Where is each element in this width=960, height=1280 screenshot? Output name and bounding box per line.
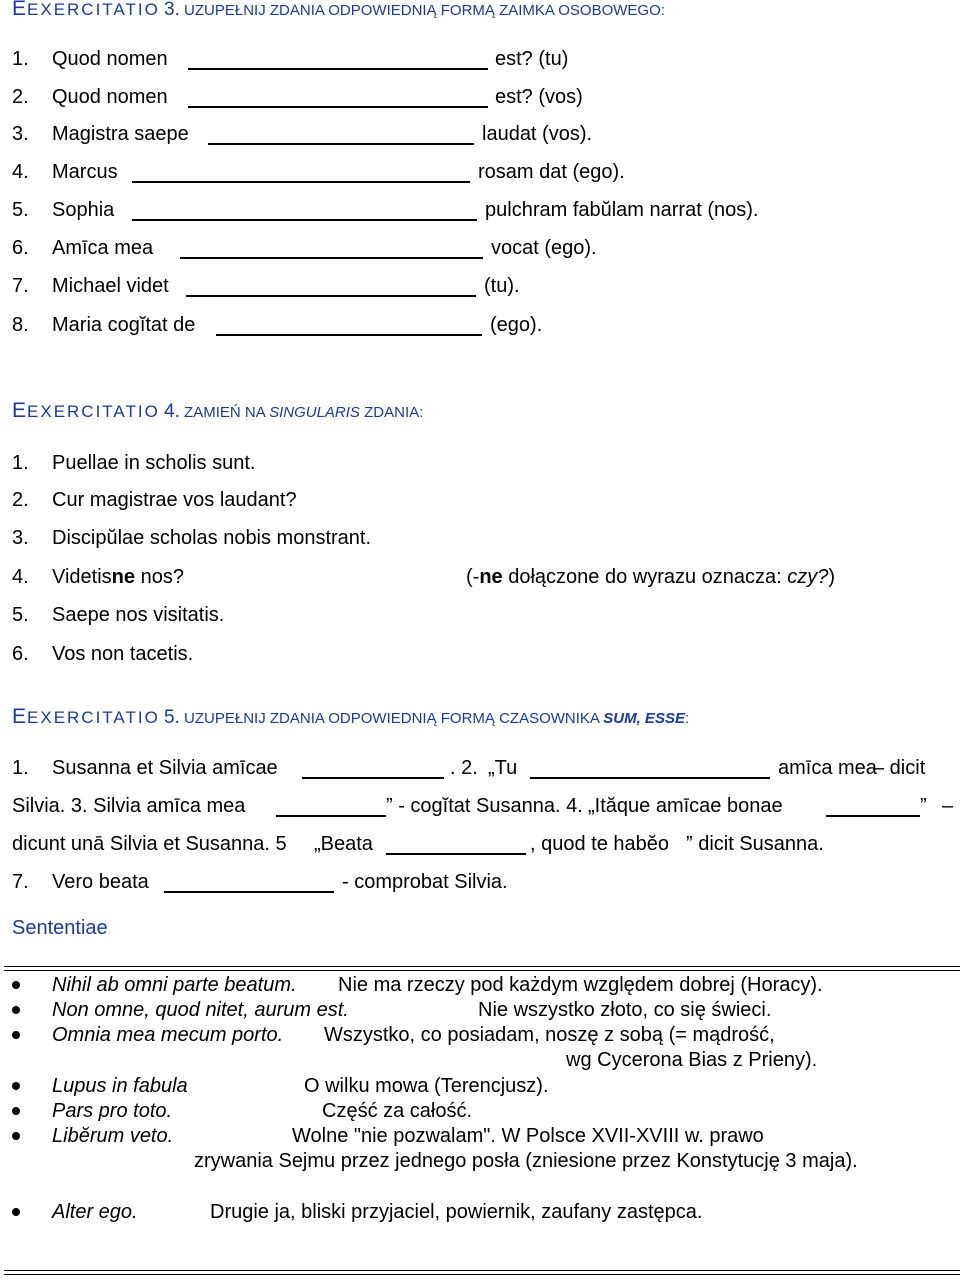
item-number: 5. <box>12 199 29 221</box>
item-text-end: (tu). <box>484 275 520 297</box>
exercise-title-emphasis: SUM, ESSE <box>603 710 685 727</box>
exercise-label: EEXERCITATIO <box>12 399 160 422</box>
ex3-item-7 <box>0 273 960 299</box>
item-text-start: Michael videt <box>52 275 169 297</box>
ex3-item-2 <box>0 84 960 110</box>
latin-phrase: Lupus in fabula <box>52 1075 188 1097</box>
exercise-number: 5. <box>164 707 180 728</box>
item-number: 7. <box>12 275 29 297</box>
item-text-start: Maria cogĭtat de <box>52 314 196 336</box>
answer-blank[interactable] <box>276 793 386 817</box>
answer-blank[interactable] <box>180 235 483 259</box>
item-text: Saepe nos visitatis. <box>52 604 225 626</box>
exercise-label: EEXERCITATIO <box>12 0 160 20</box>
line-text: , quod te habĕo <box>530 833 670 855</box>
answer-blank[interactable] <box>530 755 770 779</box>
bullet-icon <box>12 1107 20 1115</box>
bullet-icon <box>12 1031 20 1039</box>
line-text: Susanna et Silvia amīcae <box>52 757 278 779</box>
latin-phrase: Alter ego. <box>52 1201 138 1223</box>
bullet-icon <box>12 1132 20 1140</box>
line-text: ” dicit Susanna. <box>686 833 824 855</box>
ex3-item-4 <box>0 159 960 185</box>
note-part: dołączone do wyrazu oznacza: <box>502 566 788 588</box>
answer-blank[interactable] <box>186 273 476 297</box>
line-text: „Ităque amīcae bonae <box>588 795 783 817</box>
exercise-title: UZUPEŁNIJ ZDANIA ODPOWIEDNIĄ FORMĄ ZAIMKA OSOBOWEGO: <box>184 2 665 19</box>
line-text: . 2. <box>450 757 478 779</box>
sententiae-heading: Sententiae <box>12 917 108 939</box>
exercise-title-part: ZDANIA: <box>364 404 424 421</box>
exercise-title-part: : <box>684 710 690 727</box>
polish-translation: Wolne "nie pozwalam". W Polsce XVII-XVIII w. prawo <box>292 1125 764 1147</box>
ex3-item-3 <box>0 121 960 147</box>
item-number: 3. <box>12 527 29 549</box>
answer-blank[interactable] <box>132 159 470 183</box>
answer-blank[interactable] <box>386 831 526 855</box>
ex5-line-2 <box>0 793 960 819</box>
latin-phrase: Libĕrum veto. <box>52 1125 174 1147</box>
line-text: dicunt unā Silvia et Susanna. 5 <box>12 833 287 855</box>
exercise-5-heading <box>12 705 689 731</box>
polish-translation: Wszystko, co posiadam, noszę z sobą (= mądrość, <box>324 1024 775 1046</box>
item-text-start: Marcus <box>52 161 118 183</box>
item-text-end: vocat (ego). <box>491 237 597 259</box>
note-suffix: ne <box>479 566 503 588</box>
item-text-end: laudat (vos). <box>482 123 593 145</box>
ex3-item-6 <box>0 235 960 261</box>
bullet-icon <box>12 981 20 989</box>
item-text: Discipŭlae scholas nobis monstrant. <box>52 527 372 549</box>
ex3-item-5 <box>0 197 960 223</box>
item-number: 2. <box>12 86 29 108</box>
item-number: 2. <box>12 489 29 511</box>
item-text-part: nos? <box>135 566 184 588</box>
ex3-item-8 <box>0 312 960 338</box>
item-text: Puellae in scholis sunt. <box>52 452 256 474</box>
dash: – <box>942 795 954 817</box>
item-number: 3. <box>12 123 29 145</box>
line-text: „Tu <box>488 757 518 779</box>
item-text-part: Videtis <box>52 566 112 588</box>
item-text-start: Magistra saepe <box>52 123 189 145</box>
answer-blank[interactable] <box>132 197 477 221</box>
exercise-title-emphasis: SINGULARIS <box>269 404 360 421</box>
ex4-note <box>466 564 835 590</box>
item-number: 8. <box>12 314 29 336</box>
note-question: czy? <box>787 566 829 588</box>
bullet-icon <box>12 1082 20 1090</box>
answer-blank[interactable] <box>826 793 920 817</box>
line-text: – dicit <box>873 757 926 779</box>
answer-blank[interactable] <box>208 121 474 145</box>
ex5-line-4 <box>0 869 960 895</box>
answer-blank[interactable] <box>164 869 334 893</box>
item-number: 5. <box>12 604 29 626</box>
exercise-number: 3. <box>164 0 180 20</box>
divider-top <box>4 966 960 967</box>
item-number: 1. <box>12 757 29 779</box>
divider-bottom-double <box>4 1274 960 1275</box>
item-text-end: pulchram fabŭlam narrat (nos). <box>485 199 759 221</box>
item-text <box>52 564 184 590</box>
item-number: 4. <box>12 161 29 183</box>
latin-phrase: Non omne, quod nitet, aurum est. <box>52 999 349 1021</box>
exercise-3-heading <box>12 0 665 23</box>
item-text-end: est? (tu) <box>495 48 569 70</box>
divider-bottom <box>4 1270 960 1271</box>
item-number: 6. <box>12 643 29 665</box>
item-number: 4. <box>12 566 29 588</box>
item-number: 1. <box>12 452 29 474</box>
item-text-start: Sophia <box>52 199 115 221</box>
item-text-start: Quod nomen <box>52 48 168 70</box>
ex5-line-1 <box>0 755 960 781</box>
bullet-icon <box>12 1208 20 1216</box>
note-part: (- <box>466 566 480 588</box>
line-text: - comprobat Silvia. <box>342 871 508 893</box>
line-text: Silvia. 3. Silvia amīca mea <box>12 795 246 817</box>
latin-phrase: Pars pro toto. <box>52 1100 173 1122</box>
polish-translation: Nie wszystko złoto, co się świeci. <box>478 999 772 1021</box>
exercise-label-text: EXERCITATIO <box>27 708 160 727</box>
answer-blank[interactable] <box>188 46 488 70</box>
item-text: Cur magistrae vos laudant? <box>52 489 297 511</box>
line-text: amīca mea <box>778 757 877 779</box>
bullet-icon <box>12 1006 20 1014</box>
exercise-title-part: UZUPEŁNIJ ZDANIA ODPOWIEDNIĄ FORMĄ CZASOWNIKA <box>184 710 600 727</box>
ex5-line-3 <box>0 831 960 857</box>
exercise-4-heading <box>12 399 423 425</box>
exercise-number: 4. <box>164 401 180 422</box>
note-part: ) <box>828 566 836 588</box>
item-number: 1. <box>12 48 29 70</box>
item-text-start: Amīca mea <box>52 237 154 259</box>
line-text: ” <box>920 795 927 817</box>
item-text-end: (ego). <box>490 314 543 336</box>
polish-translation: Drugie ja, bliski przyjaciel, powiernik, zaufany zastępca. <box>210 1201 703 1223</box>
polish-translation-cont: zrywania Sejmu przez jednego posła (zniesione przez Konstytucję 3 maja). <box>194 1150 858 1172</box>
exercise-label-text: EXERCITATIO <box>27 402 160 421</box>
answer-blank[interactable] <box>188 84 488 108</box>
divider-top-double <box>4 970 960 971</box>
line-text: „Beata <box>314 833 373 855</box>
ex3-item-1 <box>0 46 960 72</box>
latin-phrase: Nihil ab omni parte beatum. <box>52 974 297 996</box>
line-text: ” - cogĭtat Susanna. 4. <box>386 795 583 817</box>
item-text-start: Quod nomen <box>52 86 168 108</box>
polish-translation: O wilku mowa (Terencjusz). <box>304 1075 549 1097</box>
item-text-end: rosam dat (ego). <box>478 161 625 183</box>
item-number: 7. <box>12 871 29 893</box>
item-text: Vos non tacetis. <box>52 643 194 665</box>
exercise-label: EEXERCITATIO <box>12 705 160 728</box>
exercise-title-part: ZAMIEŃ NA <box>184 404 265 421</box>
item-number: 6. <box>12 237 29 259</box>
answer-blank[interactable] <box>302 755 444 779</box>
answer-blank[interactable] <box>216 312 482 336</box>
item-text-end: est? (vos) <box>495 86 583 108</box>
polish-translation: Nie ma rzeczy pod każdym względem dobrej (Horacy). <box>338 974 823 996</box>
latin-phrase: Omnia mea mecum porto. <box>52 1024 284 1046</box>
polish-translation: Część za całość. <box>322 1100 473 1122</box>
polish-translation-cont: wg Cycerona Bias z Prieny). <box>566 1049 818 1071</box>
item-text-suffix: ne <box>111 566 136 588</box>
line-text: Vero beata <box>52 871 149 893</box>
exercise-label-text: EXERCITATIO <box>27 0 160 19</box>
